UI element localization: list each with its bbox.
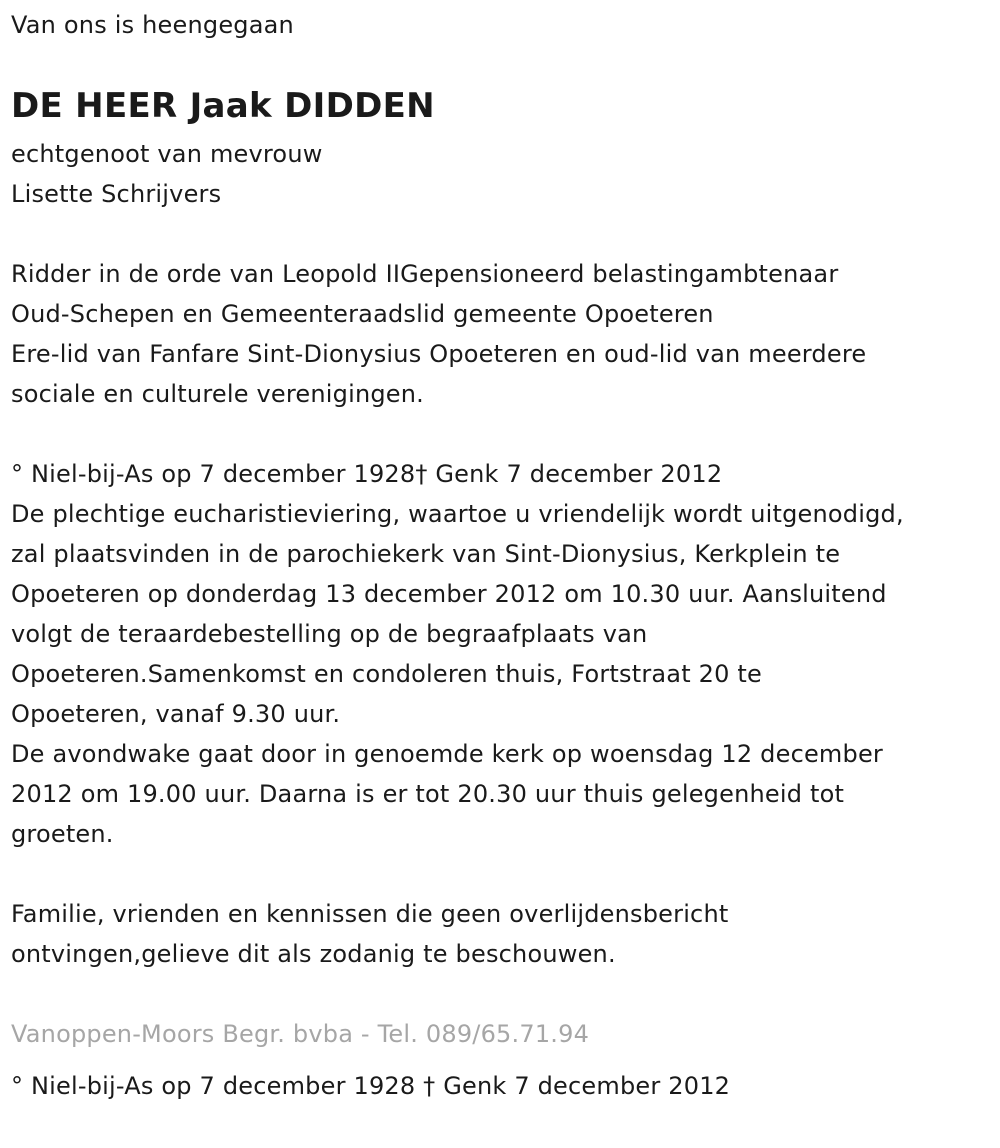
ceremony-block [11, 454, 904, 854]
title-line: sociale en culturele verenigingen. [11, 380, 424, 408]
title-line: Ere-lid van Fanfare Sint-Dionysius Opoeteren en oud-lid van meerdere [11, 340, 867, 368]
title-line: Oud-Schepen en Gemeenteraadslid gemeente Opoeteren [11, 300, 714, 328]
notice-line: Familie, vrienden en kennissen die geen overlijdensbericht [11, 900, 729, 928]
ceremony-line: De avondwake gaat door in genoemde kerk op woensdag 12 december [11, 740, 883, 768]
ceremony-line: Opoeteren op donderdag 13 december 2012 om 10.30 uur. Aansluitend [11, 580, 887, 608]
spouse-line: echtgenoot van mevrouw [11, 140, 323, 168]
ceremony-line: Opoeteren.Samenkomst en condoleren thuis, Fortstraat 20 te [11, 660, 762, 688]
title-line: Ridder in de orde van Leopold IIGepensioneerd belastingambtenaar [11, 260, 839, 288]
ceremony-line: 2012 om 19.00 uur. Daarna is er tot 20.30 uur thuis gelegenheid tot [11, 780, 845, 808]
footer-birth-death-line: ° Niel-bij-As op 7 december 1928 † Genk 7 december 2012 [11, 1072, 731, 1100]
deceased-name: DE HEER Jaak DIDDEN [11, 86, 435, 126]
notice-line: ontvingen,gelieve dit als zodanig te beschouwen. [11, 940, 616, 968]
ceremony-line: groeten. [11, 820, 114, 848]
notice-block [11, 894, 728, 974]
ceremony-line: volgt de teraardebestelling op de begraafplaats van [11, 620, 648, 648]
intro-text: Van ons is heengegaan [11, 11, 294, 39]
ceremony-line: zal plaatsvinden in de parochiekerk van Sint-Dionysius, Kerkplein te [11, 540, 841, 568]
birth-death-line: ° Niel-bij-As op 7 december 1928† Genk 7 december 2012 [11, 460, 723, 488]
ceremony-line: De plechtige eucharistieviering, waartoe u vriendelijk wordt uitgenodigd, [11, 500, 904, 528]
spouse-name: Lisette Schrijvers [11, 180, 222, 208]
funeral-home-contact: Vanoppen-Moors Begr. bvba - Tel. 089/65.71.94 [11, 1020, 590, 1048]
spouse-block [11, 134, 323, 214]
ceremony-line: Opoeteren, vanaf 9.30 uur. [11, 700, 341, 728]
titles-block [11, 254, 866, 414]
